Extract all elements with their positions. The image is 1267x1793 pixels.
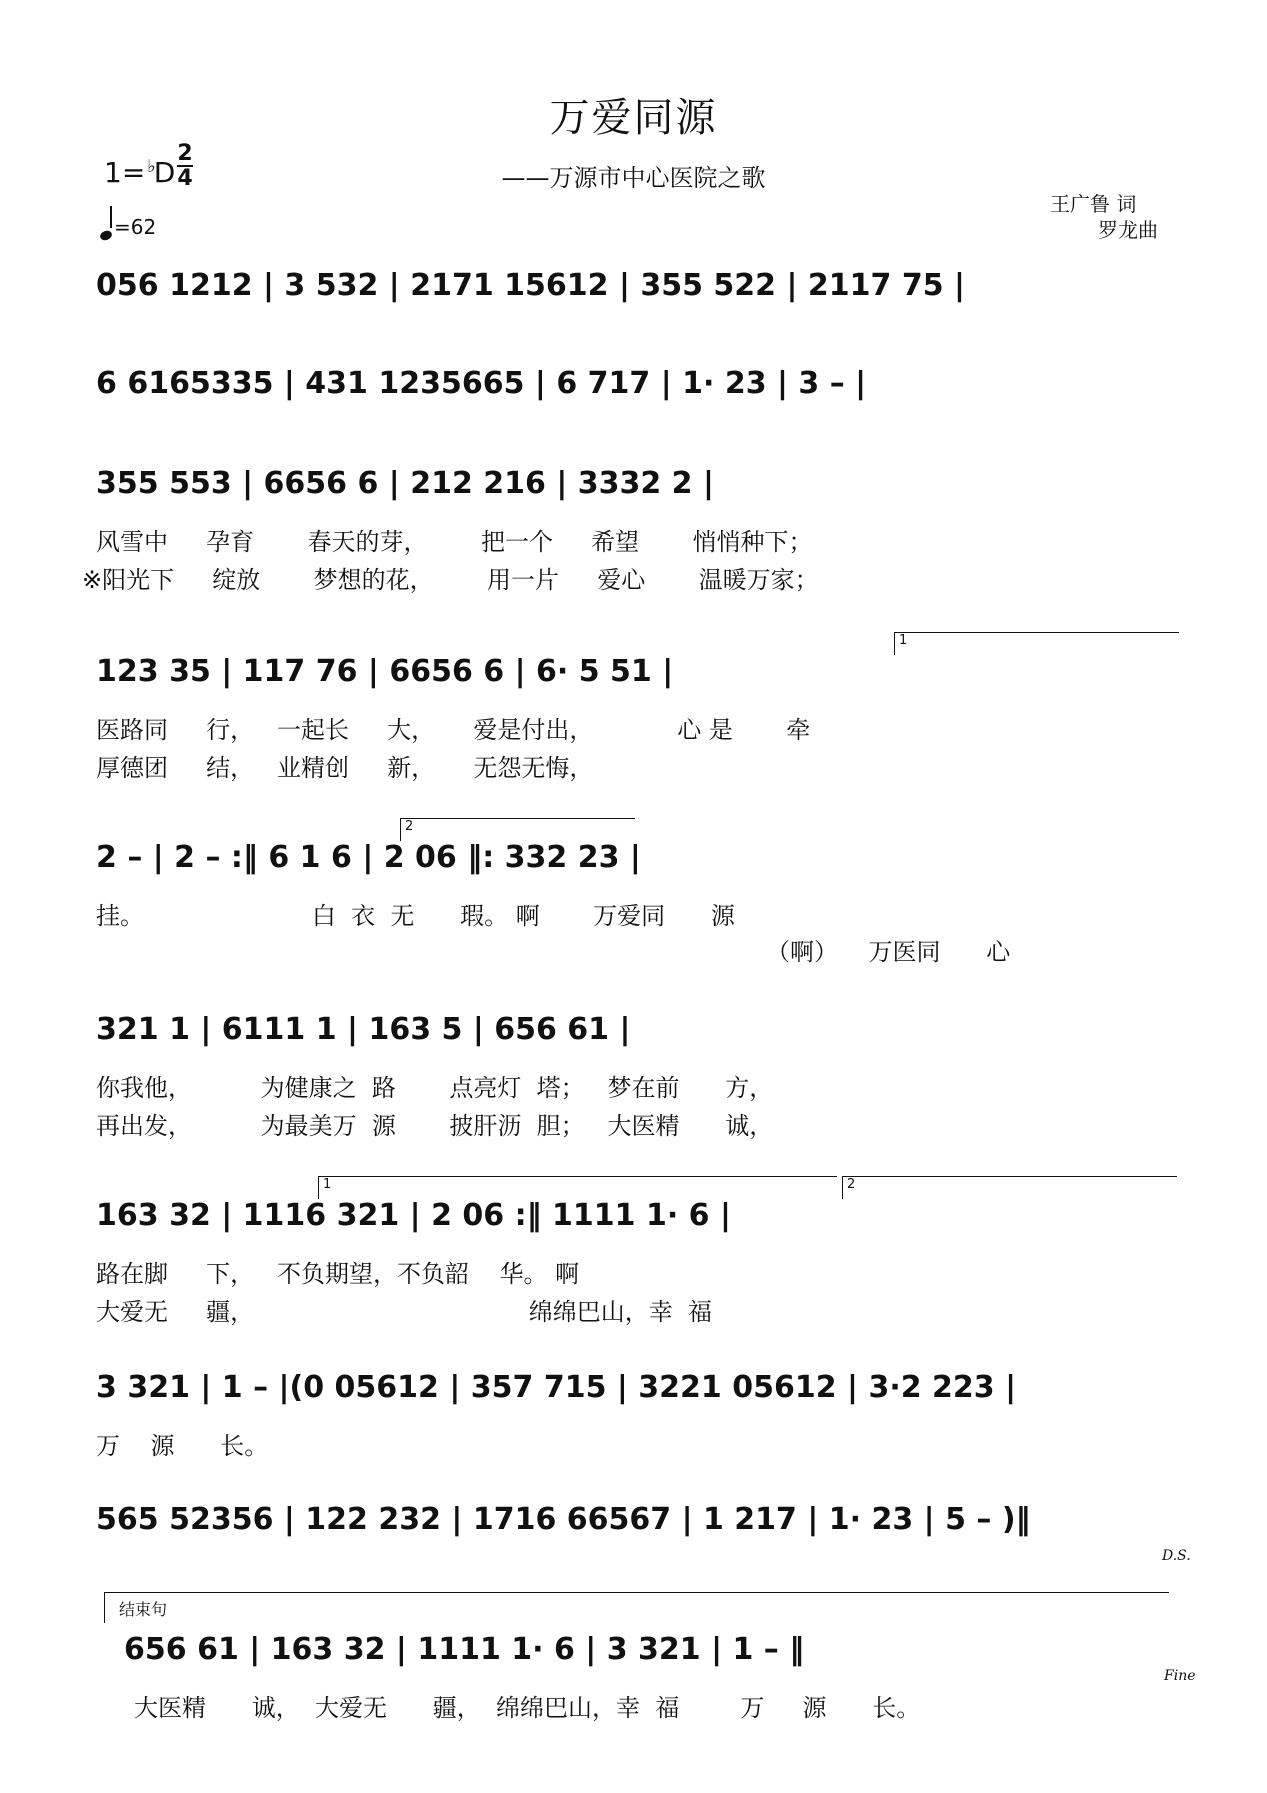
volta-bracket-2: 2: [400, 818, 635, 841]
lyric-verse-1: 万 源 长。: [96, 1432, 269, 1460]
tempo-value: =62: [114, 215, 157, 239]
volta-bracket-1: 1: [894, 632, 1179, 655]
lyric-verse-1: 你我他， 为健康之 路 点亮灯 塔； 梦在前 方，: [96, 1074, 774, 1102]
lyric-verse-1: 医路同 行， 一起长 大， 爱是付出， 心 是 牵: [96, 716, 811, 744]
quarter-note-icon: [99, 229, 113, 242]
notation-line: 321 1 | 6111 1 | 163 5 | 656 61 |: [96, 1012, 631, 1047]
notation-line: 123 35 | 117 76 | 6656 6 | 6· 5 51 |: [96, 654, 674, 689]
score-row-2: [96, 366, 1176, 426]
ending-bracket: [104, 1592, 1169, 1623]
song-title: 万爱同源: [549, 95, 718, 141]
lyric-verse-1: 挂。 白 衣 无 瑕。 啊 万爱同 源: [96, 902, 735, 930]
notation-line: 6 6165335 | 431 1235665 | 6 717 | 1· 23 | 3 – |: [96, 366, 867, 401]
key-signature: [104, 156, 175, 189]
score-row-1: [96, 268, 1176, 328]
volta-bracket-1: 1: [318, 1176, 837, 1199]
composer-credit: 罗龙曲: [1098, 218, 1158, 242]
lyric-verse-2: （啊） 万医同 心: [766, 938, 1011, 966]
time-top: 2: [177, 141, 193, 166]
lyricist-credit: 王广鲁 词: [1050, 192, 1137, 216]
score-row-5: [96, 819, 1176, 966]
score-row-7: [96, 1177, 1176, 1326]
song-subtitle: ——万源市中心医院之歌: [501, 164, 766, 192]
key-text: 1=: [104, 156, 146, 189]
lyric-verse-2: 厚德团 结， 业精创 新， 无怨无悔，: [96, 754, 594, 782]
lyric-verse-2: 大爱无 疆， 绵绵巴山，幸 福: [96, 1298, 713, 1326]
lyric-verse-2: 再出发， 为最美万 源 披肝沥 胆； 大医精 诚，: [96, 1112, 774, 1140]
tempo-marking: [100, 212, 156, 239]
score-row-3: [82, 466, 1176, 594]
lyric-verse-1: 路在脚 下， 不负期望，不负韶 华。 啊: [96, 1260, 580, 1288]
score-row-10: [96, 1600, 1196, 1722]
notation-line: 056 1212 | 3 532 | 2171 15612 | 355 522 | 2117 75 |: [96, 268, 965, 303]
score-row-4: [96, 633, 1176, 782]
notation-line: 2 – | 2 – :‖ 6 1 6 | 2 06 ‖: 332 23 |: [96, 840, 641, 875]
notation-line: 656 61 | 163 32 | 1111 1· 6 | 3 321 | 1 – ‖: [124, 1632, 805, 1667]
ending-label: 结束句: [119, 1600, 168, 1619]
fine-mark: Fine: [1164, 1668, 1196, 1684]
score-row-9: [96, 1502, 1191, 1564]
score-row-6: [96, 1012, 1176, 1140]
time-bottom: 4: [177, 166, 193, 191]
notation-line: 355 553 | 6656 6 | 212 216 | 3332 2 |: [96, 466, 714, 501]
volta-bracket-2: 2: [842, 1176, 1177, 1199]
lyric-verse-1: 风雪中 孕育 春天的芽， 把一个 希望 悄悄种下；: [96, 528, 813, 556]
time-signature: [177, 142, 193, 190]
flat-sign: ♭: [147, 156, 156, 177]
notation-line: 565 52356 | 122 232 | 1716 66567 | 1 217 | 1· 23 | 5 – )‖: [96, 1502, 1031, 1537]
key-note: D: [153, 156, 176, 189]
dal-segno-mark: D.S.: [1162, 1548, 1191, 1564]
score-row-8: [96, 1370, 1176, 1460]
notation-line: 3 321 | 1 – |(0 05612 | 357 715 | 3221 05612 | 3·2 223 |: [96, 1370, 1017, 1405]
notation-line: 163 32 | 1116 321 | 2 06 :‖ 1111 1· 6 |: [96, 1198, 731, 1233]
lyric-verse-1: 大医精 诚， 大爱无 疆， 绵绵巴山，幸 福 万 源 长。: [134, 1694, 921, 1722]
lyric-verse-2: ※阳光下 绽放 梦想的花， 用一片 爱心 温暖万家；: [82, 566, 819, 594]
